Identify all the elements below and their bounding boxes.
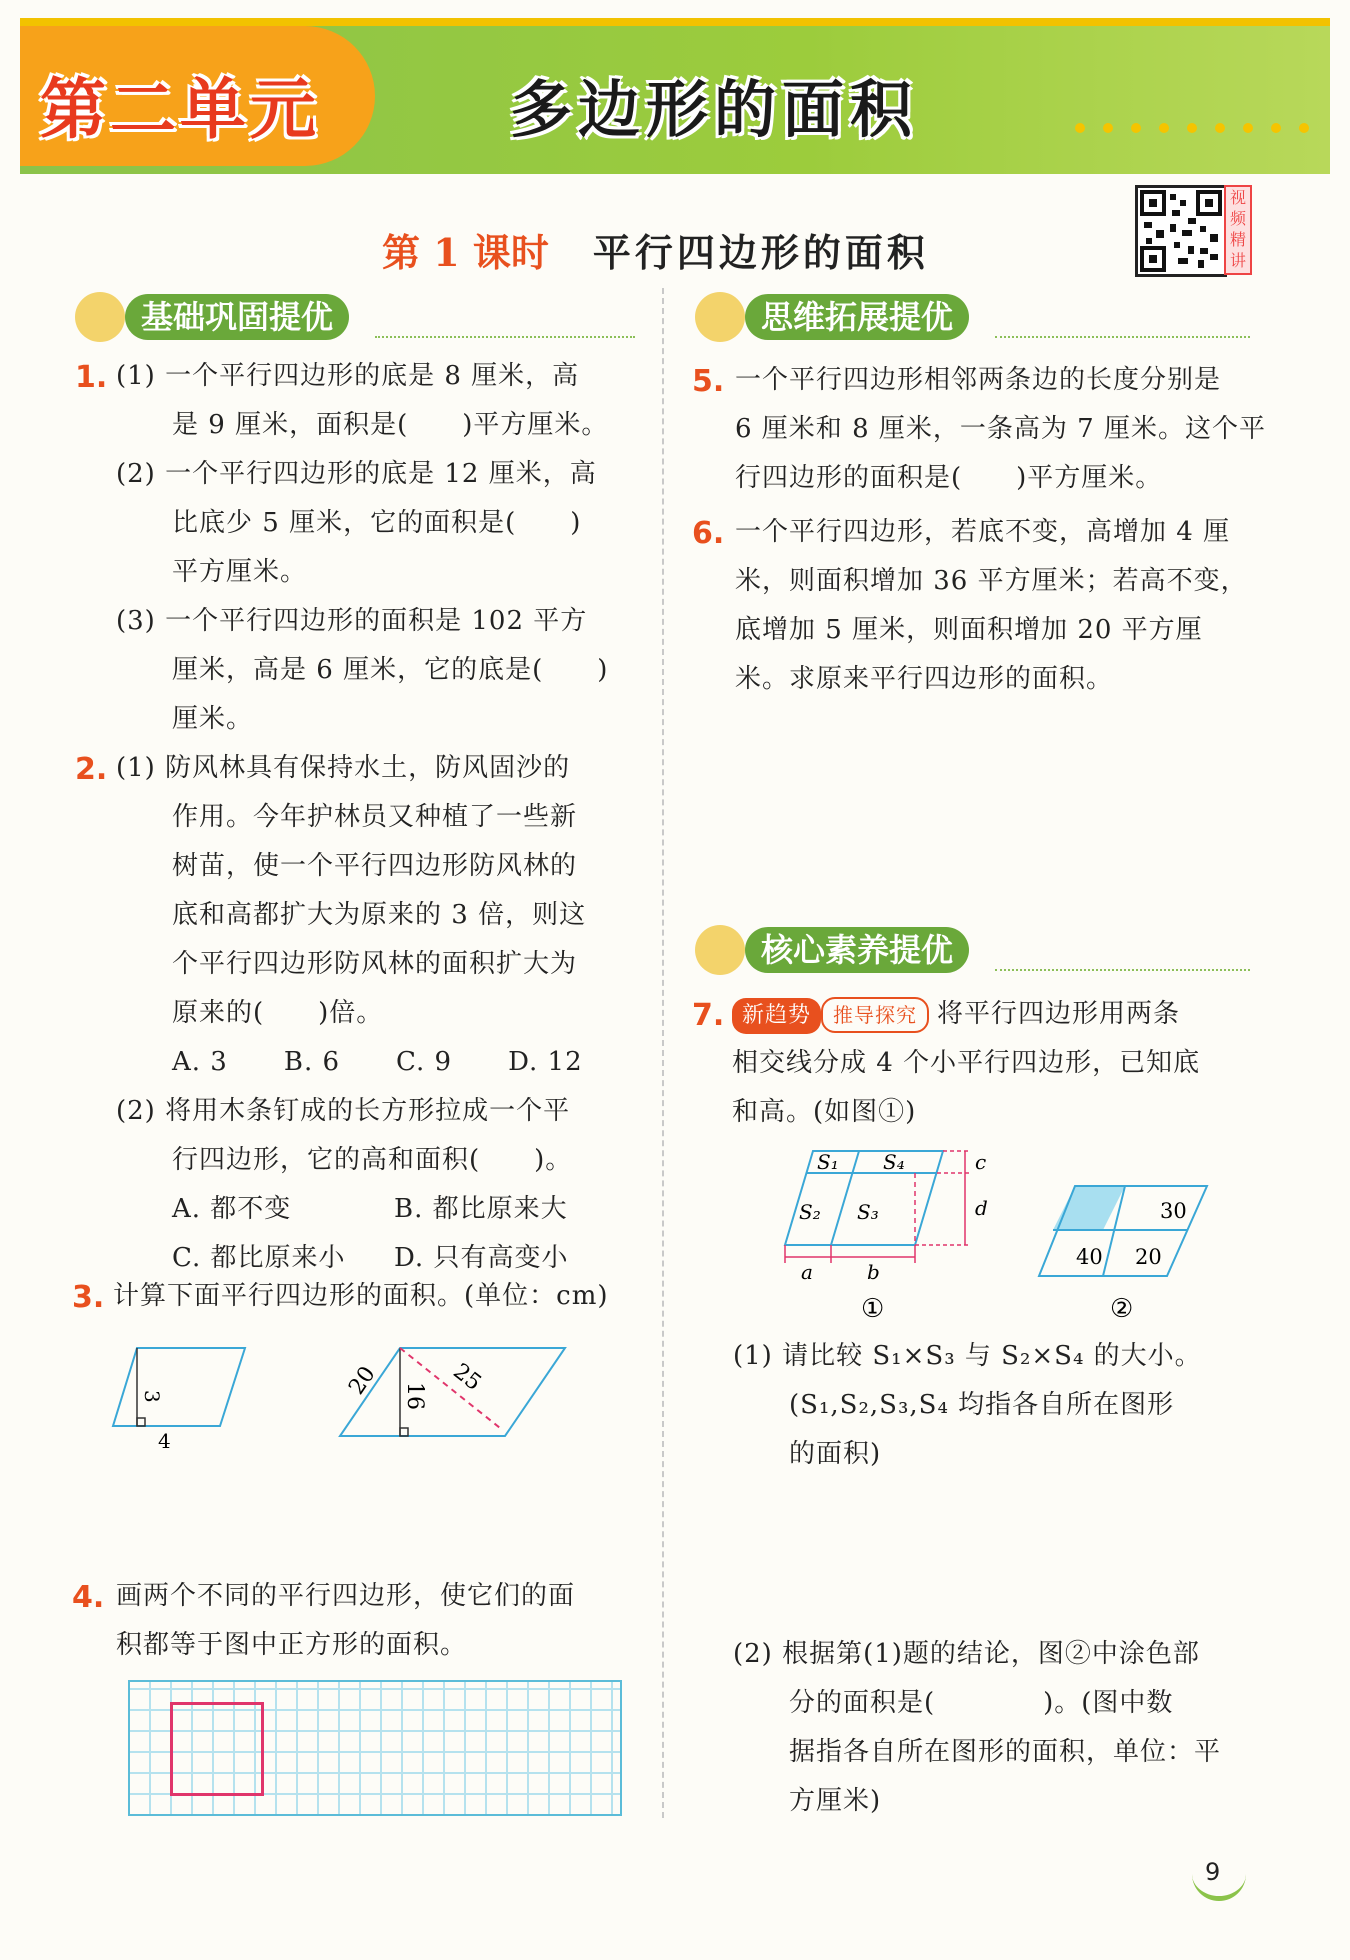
q7-line	[732, 990, 1200, 1039]
q2-line: 个平行四边形防风林的面积扩大为	[172, 949, 578, 979]
q2-options-2	[116, 1185, 586, 1234]
q7-line: 分的面积是( )。(图中数	[789, 1688, 1174, 1718]
q3-fig1-base: 4	[158, 1429, 171, 1450]
q5-line: 6 厘米和 8 厘米，一条高为 7 厘米。这个平	[735, 414, 1266, 444]
option[interactable]: C. 9	[396, 1047, 453, 1077]
q3-parallelogram-2	[330, 1340, 570, 1450]
q4-number: 4.	[72, 1580, 105, 1615]
q7-text: 将平行四边形用两条	[937, 999, 1181, 1029]
q1-number: 1.	[75, 360, 108, 395]
option[interactable]: D. 12	[508, 1047, 583, 1077]
fig1-a: a	[801, 1260, 813, 1284]
q1-line: (3) 一个平行四边形的面积是 102 平方	[116, 606, 588, 636]
q7-line: (1) 请比较 S₁×S₃ 与 S₂×S₄ 的大小。	[733, 1341, 1202, 1371]
fig2-value-40: 40	[1076, 1245, 1103, 1269]
unit-title: 第二单元	[40, 71, 320, 148]
trophy-icon	[695, 925, 745, 975]
q2-options-1	[116, 1038, 586, 1087]
q1-line: 平方厘米。	[172, 557, 308, 587]
q4-line: 积都等于图中正方形的面积。	[116, 1630, 468, 1660]
q5-body	[735, 356, 1266, 503]
lesson-title	[382, 222, 929, 277]
q3-fig2-side: 20	[344, 1362, 381, 1400]
q5-number: 5.	[692, 364, 725, 399]
q7-part1	[733, 1332, 1202, 1479]
option[interactable]: B. 都比原来大	[394, 1194, 568, 1224]
q2-line: 树苗，使一个平行四边形防风林的	[172, 851, 578, 881]
chapter-title: 多边形的面积	[510, 73, 919, 146]
q3-parallelogram-1	[105, 1340, 265, 1450]
fig1-d: d	[975, 1196, 988, 1220]
fig2-value-30: 30	[1160, 1199, 1187, 1223]
q7-line: 相交线分成 4 个小平行四边形，已知底	[732, 1048, 1201, 1078]
fig1-s3: S₃	[857, 1200, 879, 1224]
q6-line: 底增加 5 厘米，则面积增加 20 平方厘	[735, 615, 1203, 645]
qr-label: 视频精讲	[1224, 185, 1252, 275]
q1-line: (1) 一个平行四边形的底是 8 厘米，高	[116, 361, 580, 391]
q7-line: (2) 根据第(1)题的结论，图②中涂色部	[733, 1639, 1200, 1669]
q2-body	[116, 744, 586, 1283]
option[interactable]: A. 都不变	[172, 1194, 292, 1224]
q7-figure-2	[1035, 1180, 1215, 1325]
inquiry-badge: 推导探究	[821, 997, 929, 1033]
q7-line: 和高。(如图①)	[732, 1097, 917, 1127]
q2-line: 行四边形，它的高和面积( )。	[172, 1145, 573, 1175]
q2-number: 2.	[75, 752, 108, 787]
q7-body	[732, 990, 1200, 1137]
q6-body	[735, 508, 1248, 704]
fig1-s1: S₁	[817, 1150, 839, 1174]
sprout-icon	[695, 292, 745, 342]
fig1-s2: S₂	[799, 1200, 821, 1224]
q1-line: (2) 一个平行四边形的底是 12 厘米，高	[116, 459, 597, 489]
q3-fig2-diag: 25	[448, 1359, 486, 1396]
option[interactable]: C. 都比原来小	[172, 1243, 346, 1273]
q3-text: 计算下面平行四边形的面积。(单位：cm)	[113, 1281, 609, 1311]
option[interactable]: B. 6	[283, 1047, 341, 1077]
lesson-name: 平行四边形的面积	[592, 231, 929, 275]
q6-line: 一个平行四边形，若底不变，高增加 4 厘	[735, 517, 1231, 547]
q1-line: 厘米。	[172, 704, 254, 734]
q6-number: 6.	[692, 516, 725, 551]
qr-code-icon[interactable]	[1135, 185, 1227, 277]
q4-body	[116, 1572, 575, 1670]
q2-line: 底和高都扩大为原来的 3 倍，则这	[172, 900, 587, 930]
fig1-b: b	[867, 1260, 880, 1284]
fig1-caption: ①	[861, 1294, 885, 1324]
section-thinking-rule	[995, 336, 1250, 338]
q7-line: 据指各自所在图形的面积，单位：平	[789, 1737, 1222, 1767]
q2-line: (1) 防风林具有保持水土，防风固沙的	[116, 753, 571, 783]
section-basic-rule	[375, 336, 635, 338]
q1-line: 是 9 厘米，面积是( )平方厘米。	[172, 410, 609, 440]
q7-line: 方厘米)	[789, 1786, 882, 1816]
reference-square	[170, 1702, 264, 1796]
q3-fig2-height: 16	[402, 1382, 427, 1410]
q3-number: 3.	[72, 1280, 105, 1315]
lesson-number: 第 1 课时	[382, 230, 549, 275]
q1-line: 比底少 5 厘米，它的面积是( )	[172, 508, 582, 538]
q2-line: (2) 将用木条钉成的长方形拉成一个平	[116, 1096, 571, 1126]
q2-line: 作用。今年护林员又种植了一些新	[172, 802, 578, 832]
option[interactable]: A. 3	[172, 1047, 228, 1077]
q7-line: (S₁,S₂,S₃,S₄ 均指各自所在图形	[789, 1390, 1175, 1420]
q7-line: 的面积)	[789, 1439, 882, 1469]
column-divider	[662, 288, 664, 1818]
page-number: 9	[1205, 1858, 1221, 1886]
q5-line: 行四边形的面积是( )平方厘米。	[735, 463, 1163, 493]
option[interactable]: D. 只有高变小	[394, 1243, 569, 1273]
q5-line: 一个平行四边形相邻两条边的长度分别是	[735, 365, 1222, 395]
q2-line: 原来的( )倍。	[172, 998, 384, 1028]
q1-body	[116, 352, 608, 744]
q7-number: 7.	[692, 998, 725, 1033]
q6-line: 米，则面积增加 36 平方厘米；若高不变，	[735, 566, 1248, 596]
section-core-label: 核心素养提优	[745, 927, 969, 973]
section-thinking-label: 思维拓展提优	[745, 294, 969, 340]
q3-fig1-height: 3	[140, 1390, 164, 1403]
q7-part2	[733, 1630, 1221, 1826]
fig1-s4: S₄	[883, 1150, 905, 1174]
q6-line: 米。求原来平行四边形的面积。	[735, 664, 1114, 694]
trend-badge: 新趋势	[732, 998, 821, 1034]
q4-line: 画两个不同的平行四边形，使它们的面	[116, 1581, 576, 1611]
fig2-value-20: 20	[1135, 1245, 1162, 1269]
decorative-dots	[1075, 118, 1327, 137]
fig1-c: c	[975, 1150, 987, 1174]
gear-leaf-icon	[75, 292, 125, 342]
fig2-caption: ②	[1110, 1294, 1134, 1324]
q7-figure-1	[765, 1145, 1015, 1325]
section-core-rule	[995, 969, 1250, 971]
section-basic-label: 基础巩固提优	[125, 294, 349, 340]
q1-line: 厘米，高是 6 厘米，它的底是( )	[172, 655, 609, 685]
